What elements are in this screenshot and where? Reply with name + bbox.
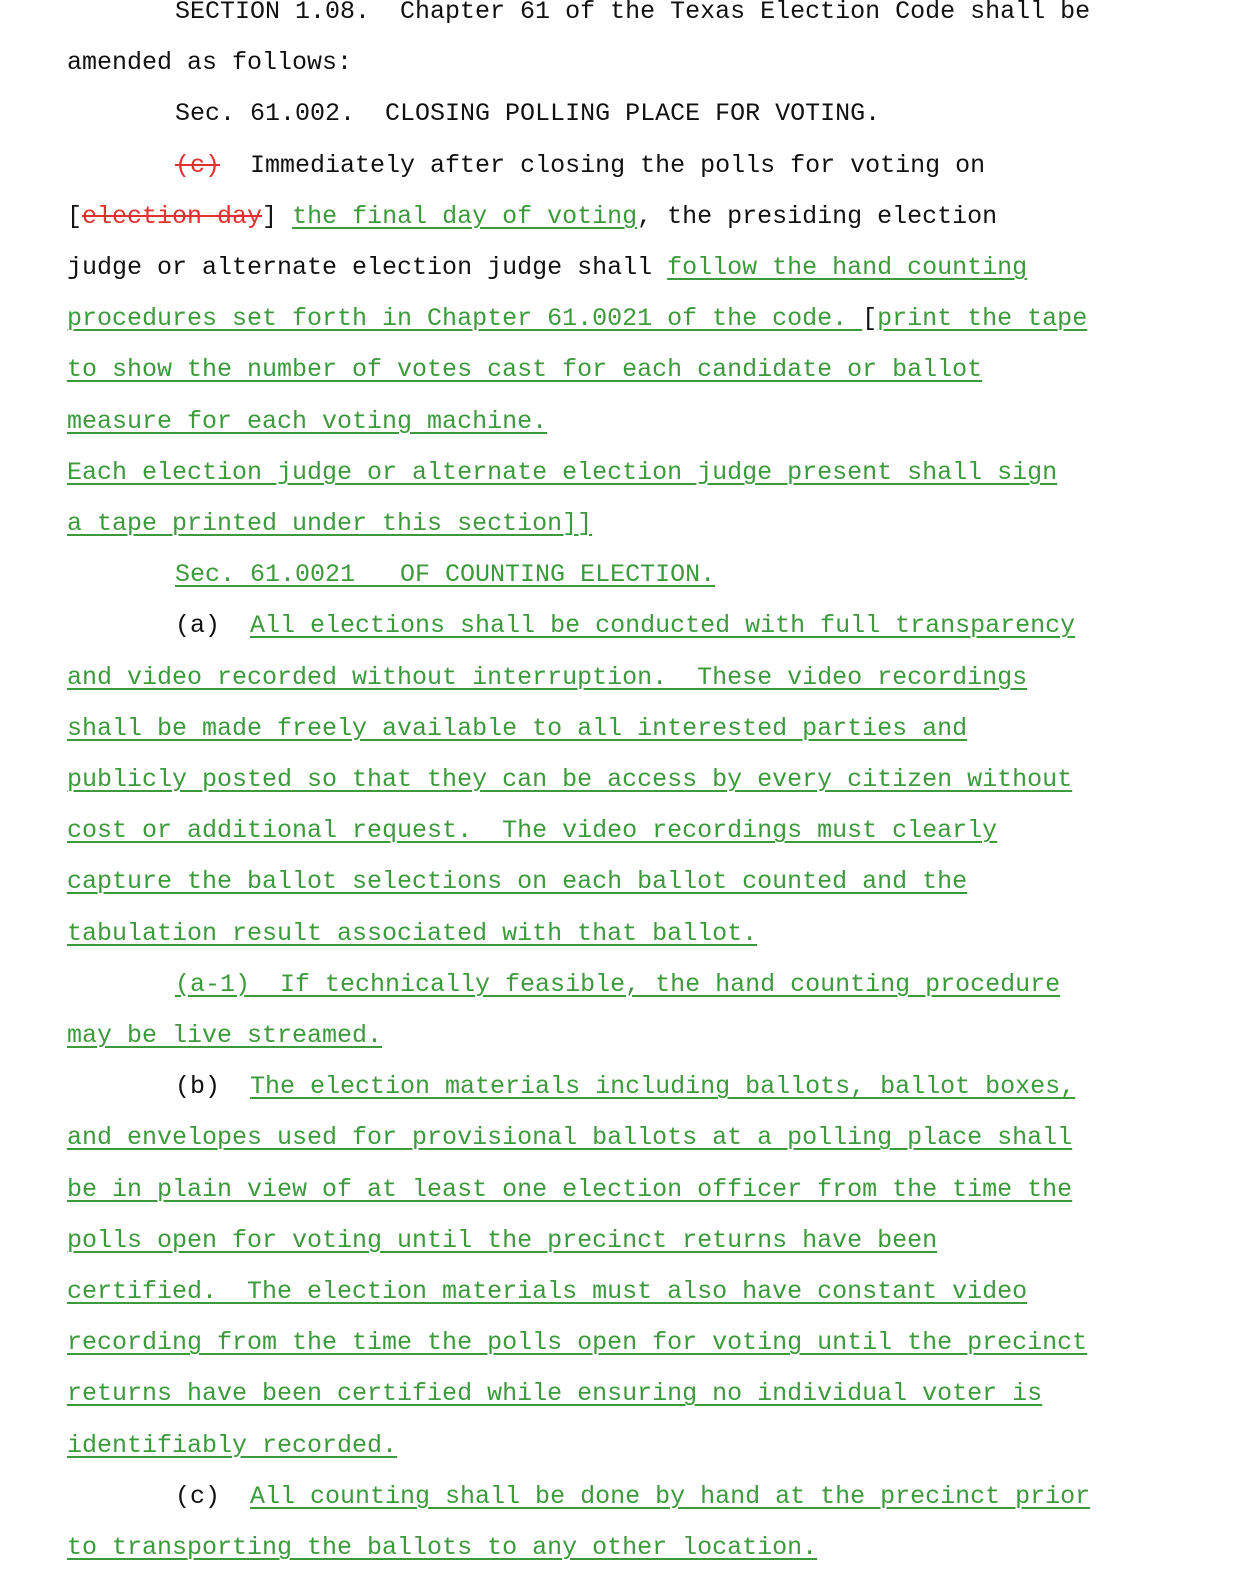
text-line (175, 0, 1090, 31)
inserted-text: shall be made freely available to all interested parties and (67, 713, 968, 743)
text-line (175, 1068, 1075, 1106)
text-line (67, 300, 1087, 338)
inserted-text: publicly posted so that they can be access by every citizen without (67, 765, 1073, 794)
inserted-text: Each election judge or alternate election judge present shall sign (67, 457, 1058, 487)
plain-text: judge or alternate election judge shall (67, 253, 668, 282)
inserted-text: capture the ballot selections on each ballot counted and the (67, 867, 968, 897)
inserted-text: may be live streamed. (67, 1021, 383, 1050)
text-line (67, 198, 997, 236)
text-line (67, 1529, 817, 1567)
plain-text: , the presiding election (637, 201, 998, 231)
text-line (67, 710, 967, 748)
text-line (67, 659, 1027, 697)
text-line (67, 403, 547, 441)
inserted-text: returns have been certified while ensuring no individual voter is (67, 1379, 1043, 1409)
plain-text: Immediately after closing the polls for voting on (220, 150, 986, 180)
text-line (67, 1375, 1042, 1413)
inserted-text: certified. The election materials must also have constant video (67, 1277, 1028, 1306)
text-line (175, 966, 1060, 1004)
text-line (175, 147, 985, 185)
text-line (67, 454, 1057, 492)
inserted-text: polls open for voting until the precinct returns have been (67, 1225, 938, 1255)
text-line (67, 505, 592, 543)
plain-text: (b) (175, 1072, 251, 1102)
inserted-text: and envelopes used for provisional ballots at a polling place shall (67, 1123, 1073, 1153)
plain-text: SECTION 1.08. Chapter 61 of the Texas Election Code shall be (175, 0, 1091, 26)
text-line (175, 607, 1075, 645)
plain-text: [ (67, 201, 83, 231)
plain-text: ] (262, 201, 293, 231)
inserted-text: to transporting the ballots to any other location. (67, 1533, 818, 1562)
plain-text: amended as follows: (67, 48, 353, 78)
inserted-text: tabulation result associated with that ballot. (67, 918, 758, 948)
inserted-text: print the tape (877, 304, 1088, 334)
text-line (67, 1171, 1072, 1209)
plain-text: (a) (175, 611, 251, 641)
text-line (67, 1222, 937, 1260)
text-line (175, 1478, 1090, 1516)
inserted-text: be in plain view of at least one election officer from the time the (67, 1174, 1073, 1204)
plain-text: [ (862, 304, 878, 334)
text-line (67, 44, 352, 82)
inserted-text: Sec. 61.0021 OF COUNTING ELECTION. (175, 560, 716, 590)
inserted-text: cost or additional request. The video recordings must clearly (67, 816, 998, 846)
text-line (67, 249, 1027, 287)
deleted-text: (c) (175, 150, 221, 180)
inserted-text: follow the hand counting (667, 253, 1028, 282)
plain-text: (c) (175, 1481, 251, 1511)
inserted-text: to show the number of votes cast for each candidate or ballot (67, 355, 983, 385)
text-line (67, 1119, 1072, 1157)
text-line (67, 1324, 1087, 1362)
inserted-text: measure for each voting machine. (67, 406, 548, 436)
text-line (67, 812, 997, 850)
text-line (67, 1427, 397, 1465)
plain-text: Sec. 61.002. CLOSING POLLING PLACE FOR VOTING. (175, 99, 881, 129)
text-line (67, 1273, 1027, 1311)
text-line (175, 95, 880, 133)
text-line (67, 761, 1072, 799)
text-line (67, 915, 757, 953)
inserted-text: a tape printed under this section]] (67, 509, 593, 538)
inserted-text: (a-1) If technically feasible, the hand counting procedure (175, 969, 1061, 999)
inserted-text: identifiably recorded. (67, 1430, 398, 1460)
text-line (67, 863, 967, 901)
inserted-text: All counting shall be done by hand at the precinct prior (250, 1481, 1091, 1511)
inserted-text: The election materials including ballots, ballot boxes, (250, 1072, 1076, 1102)
text-line (175, 556, 715, 594)
inserted-text: All elections shall be conducted with full transparency (250, 611, 1076, 641)
inserted-text: recording from the time the polls open for voting until the precinct (67, 1328, 1088, 1358)
deleted-text: election day (82, 201, 263, 231)
text-line (67, 1017, 382, 1055)
text-line (67, 351, 982, 389)
inserted-text: and video recorded without interruption. These video recordings (67, 662, 1028, 692)
inserted-text: the final day of voting (292, 201, 638, 231)
inserted-text: procedures set forth in Chapter 61.0021 of the code. (67, 304, 863, 334)
